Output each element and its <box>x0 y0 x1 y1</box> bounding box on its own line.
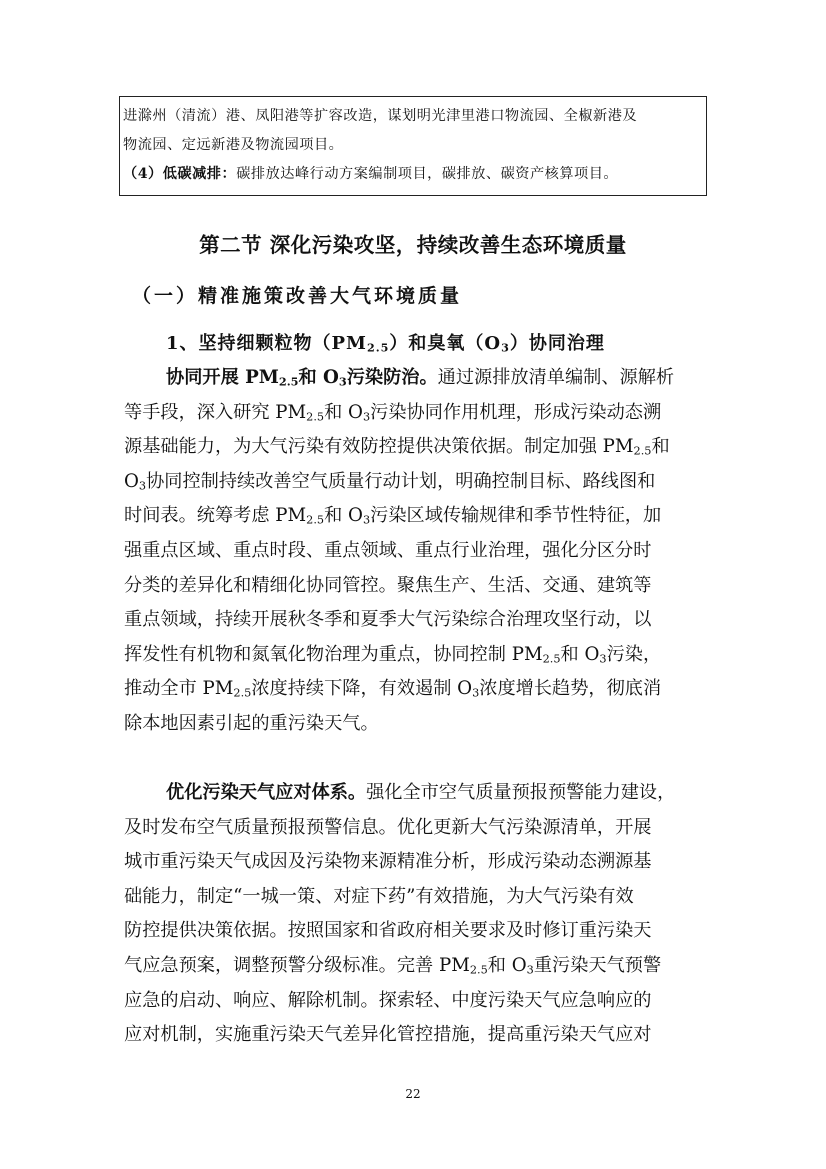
text-line: 除本地因素引起的重污染天气。 <box>124 712 379 734</box>
subsection-title: （一）精准施策改善大气环境质量 <box>132 285 463 307</box>
page-number: 22 <box>405 1087 421 1101</box>
text-line: 时间表。统筹考虑 $PM_{2.5}$和 $O_3$污染区域传输规律和季节性特征，加 <box>124 505 662 527</box>
box-line-3 <box>123 160 704 189</box>
text-line: $O_3$协同控制持续改善空气质量行动计划，明确控制目标、路线图和 <box>124 470 656 493</box>
text-line: 城市重污染天气成因及污染物来源精准分析，形成污染动态溯源基 <box>124 851 652 873</box>
box-line-2: 物流园、定远新港及物流园项目。 <box>123 137 344 153</box>
box-line-1: 进滁州（清流）港、凤阳港等扩容改造，谋划明光津里港口物流园、全椒新港及 <box>123 108 638 124</box>
text-line: 源基础能力，为大气污染有效防控提供决策依据。制定加强 $PM_{2.5}$和 <box>124 436 670 458</box>
text-line: 优化污染天气应对体系。强化全市空气质量预报预警能力建设， <box>166 782 676 803</box>
text-line: 等手段，深入研究 $PM_{2.5}$和 $O_3$污染协同作用机理，形成污染动态溯 <box>124 401 662 424</box>
text-line: 挥发性有机物和氮氧化物治理为重点，协同控制 $PM_{2.5}$和 $O_3$污染， <box>124 643 662 666</box>
low-carbon-label: （4）低碳减排： <box>123 166 237 182</box>
text-line: 应急的启动、响应、解除机制。探索轻、中度污染天气应急响应的 <box>124 989 652 1011</box>
text-line: 推动全市 $PM_{2.5}$浓度持续下降，有效遏制 $O_3$浓度增长趋势，彻底消 <box>124 678 662 700</box>
text-line: 础能力，制定“一城一策、对症下药”有效措施，为大气污染有效 <box>124 885 634 907</box>
text-line: 防控提供决策依据。按照国家和省政府相关要求及时修订重污染天 <box>124 920 652 942</box>
text-line: 协同开展 $PM_{2.5}$和 $O_3$污染防治。通过源排放清单编制、源解析 <box>166 367 675 389</box>
text-line: 气应急预案，调整预警分级标准。完善 $PM_{2.5}$和 $O_3$重污染天气预警 <box>124 954 662 977</box>
text-line: 分类的差异化和精细化协同管控。聚焦生产、生活、交通、建筑等 <box>124 574 652 596</box>
low-carbon-text: 碳排放达峰行动方案编制项目，碳排放、碳资产核算项目。 <box>236 166 619 182</box>
text-line: 应对机制，实施重污染天气差异化管控措施，提高重污染天气应对 <box>124 1024 652 1046</box>
text-line: 及时发布空气质量预报预警信息。优化更新大气污染源清单，开展 <box>124 816 652 838</box>
project-list-box <box>119 96 707 196</box>
text-line: 重点领域，持续开展秋冬季和夏季大气污染综合治理攻坚行动，以 <box>124 609 652 631</box>
paragraph-pm25-o3 <box>124 361 708 742</box>
paragraph-pollution-response <box>124 776 708 1053</box>
text-line: 强重点区域、重点时段、重点领域、重点行业治理，强化分区分时 <box>124 539 652 561</box>
item-heading: 1、坚持细颗粒物$(PM_{2.5})$和臭氧$(O_3)$协同治理 <box>166 333 605 355</box>
section-title: 第二节 深化污染攻坚，持续改善生态环境质量 <box>199 233 627 257</box>
